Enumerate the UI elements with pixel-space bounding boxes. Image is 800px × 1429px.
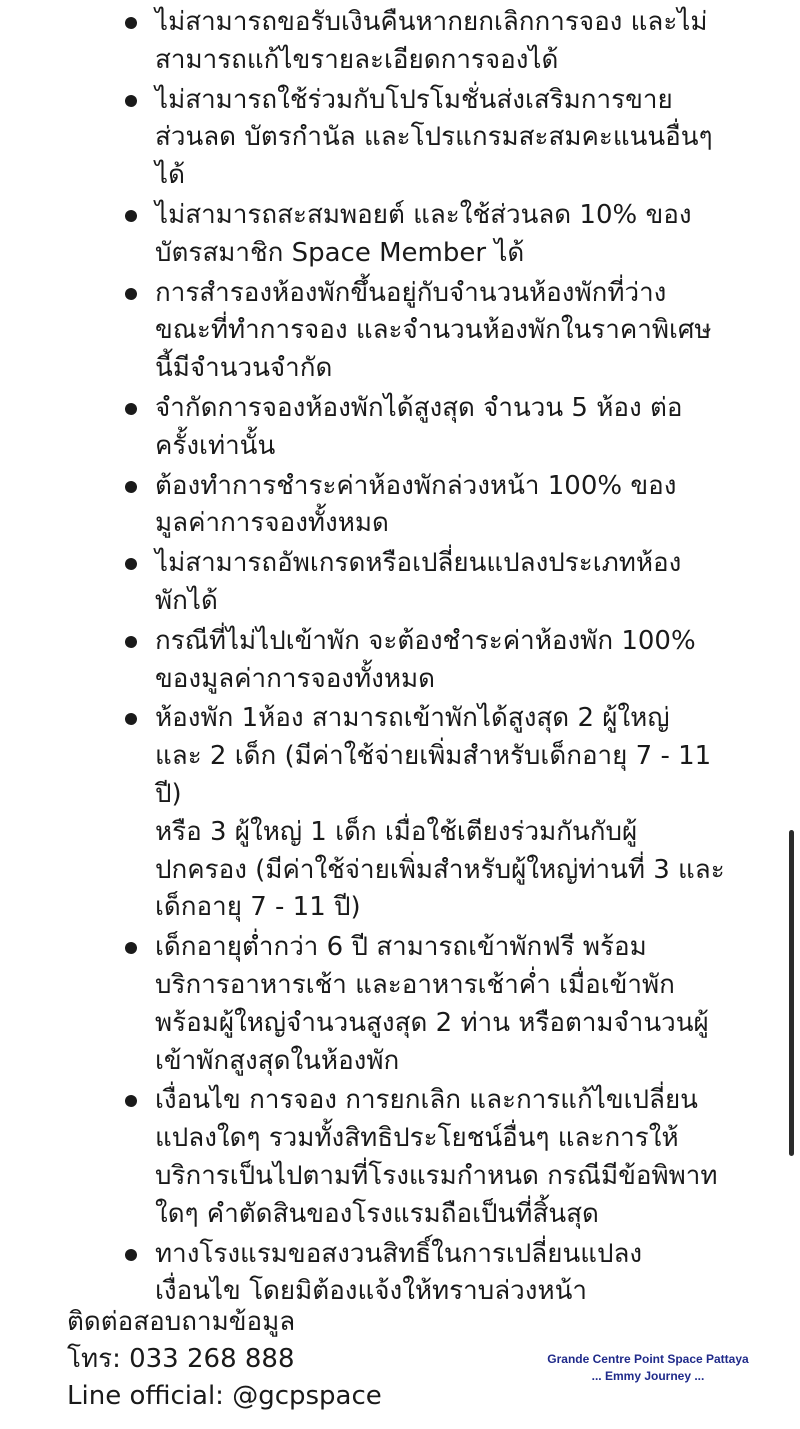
term-text-line: เข้าพักสูงสุดในห้องพัก: [155, 1045, 400, 1076]
contact-phone[interactable]: โทร: 033 268 888: [67, 1344, 295, 1374]
term-list-item: [0, 468, 800, 544]
term-text-line: ส่วนลด บัตรกำนัล และโปรแกรมสะสมคะแนนอื่นๆ: [155, 122, 713, 153]
terms-list: [0, 4, 800, 1313]
term-text-line: ไม่สามารถใช้ร่วมกับโปรโมชั่นส่งเสริมการขาย: [155, 84, 673, 115]
term-text-line: บริการเป็นไปตามที่โรงแรมกำหนด กรณีมีข้อพิพาท: [155, 1160, 718, 1191]
term-text-line: บริการอาหารเช้า และอาหารเช้าค่ำ เมื่อเข้าพัก: [155, 969, 675, 1000]
term-text-line: ต้องทำการชำระค่าห้องพักล่วงหน้า 100% ของ: [155, 470, 677, 501]
term-text-line: จำกัดการจองห้องพักได้สูงสุด จำนวน 5 ห้อง ต่อ: [155, 392, 683, 423]
bullet-dot-icon: [125, 942, 137, 954]
term-text-line: ห้องพัก 1ห้อง สามารถเข้าพักได้สูงสุด 2 ผู้ใหญ่: [155, 703, 670, 734]
term-list-item: [0, 1082, 800, 1233]
term-list-item: [0, 390, 800, 466]
term-text-line: ขณะที่ทำการจอง และจำนวนห้องพักในราคาพิเศษ: [155, 315, 712, 346]
term-text-line: แปลงใดๆ รวมทั้งสิทธิประโยชน์อื่นๆ และการให้: [155, 1123, 679, 1154]
bullet-dot-icon: [125, 210, 137, 222]
term-text-line: ไม่สามารถขอรับเงินคืนหากยกเลิกการจอง และไม่: [155, 7, 708, 37]
bullet-dot-icon: [125, 288, 137, 300]
term-list-item: [0, 1236, 800, 1312]
term-text-line: ของมูลค่าการจองทั้งหมด: [155, 663, 435, 694]
term-text-line: เงื่อนไข โดยมิต้องแจ้งให้ทราบล่วงหน้า: [155, 1276, 587, 1307]
term-text-line: สามารถแก้ไขรายละเอียดการจองได้: [155, 44, 559, 75]
bullet-dot-icon: [125, 403, 137, 415]
term-text-line: และ 2 เด็ก (มีค่าใช้จ่ายเพิ่มสำหรับเด็กอายุ 7 - 11: [155, 741, 712, 772]
term-list-item: [0, 82, 800, 195]
contact-heading: ติดต่อสอบถามข้อมูล: [67, 1307, 296, 1337]
term-text-line: ใดๆ คำตัดสินของโรงแรมถือเป็นที่สิ้นสุด: [155, 1198, 599, 1229]
term-list-item: [0, 275, 800, 388]
bullet-dot-icon: [125, 481, 137, 493]
term-text-line: นี้มีจำนวนจำกัด: [155, 353, 333, 384]
term-text-line: ปี): [155, 778, 182, 809]
term-text-line: เด็กอายุ 7 - 11 ปี): [155, 892, 361, 923]
term-text-line: เด็กอายุต่ำกว่า 6 ปี สามารถเข้าพักฟรี พร้อม: [155, 932, 647, 963]
scrollbar[interactable]: [789, 830, 794, 1156]
bullet-dot-icon: [125, 1249, 137, 1261]
bullet-dot-icon: [125, 17, 137, 29]
watermark: [490, 1351, 800, 1385]
bullet-dot-icon: [125, 636, 137, 648]
bullet-dot-icon: [125, 713, 137, 725]
term-text-line: ครั้งเท่านั้น: [155, 430, 276, 461]
term-list-item: [0, 197, 800, 273]
contact-section: [67, 1304, 382, 1415]
term-list-item: [0, 545, 800, 621]
term-text-line: บัตรสมาชิก Space Member ได้: [155, 237, 525, 268]
term-text-line: ไม่สามารถสะสมพอยต์ และใช้ส่วนลด 10% ของ: [155, 199, 692, 230]
term-text-line: หรือ 3 ผู้ใหญ่ 1 เด็ก เมื่อใช้เตียงร่วมกันกับผู้: [155, 816, 638, 847]
bullet-dot-icon: [125, 95, 137, 107]
bullet-dot-icon: [125, 1095, 137, 1107]
term-list-item: [0, 929, 800, 1080]
term-text-line: ปกครอง (มีค่าใช้จ่ายเพิ่มสำหรับผู้ใหญ่ท่านที่ 3 และ: [155, 854, 725, 885]
watermark-hotel-name: Grande Centre Point Space Pattaya: [547, 1352, 749, 1366]
watermark-author: ... Emmy Journey ...: [591, 1369, 705, 1383]
term-list-item: [0, 4, 800, 80]
term-text-line: เงื่อนไข การจอง การยกเลิก และการแก้ไขเปลี่ยน: [155, 1085, 698, 1116]
term-text-line: พร้อมผู้ใหญ่จำนวนสูงสุด 2 ท่าน หรือตามจำนวนผู้: [155, 1007, 709, 1038]
term-text-line: ทางโรงแรมขอสงวนสิทธิ์ในการเปลี่ยนแปลง: [155, 1238, 643, 1269]
term-text-line: กรณีที่ไม่ไปเข้าพัก จะต้องชำระค่าห้องพัก 100%: [155, 625, 696, 656]
term-list-item: [0, 623, 800, 699]
term-text-line: ไม่สามารถอัพเกรดหรือเปลี่ยนแปลงประเภทห้อง: [155, 548, 682, 579]
contact-line-official[interactable]: Line official: @gcpspace: [67, 1381, 382, 1411]
bullet-dot-icon: [125, 558, 137, 570]
term-text-line: ได้: [155, 160, 185, 191]
term-list-item: [0, 700, 800, 927]
term-text-line: พักได้: [155, 585, 218, 616]
term-text-line: การสำรองห้องพักขึ้นอยู่กับจำนวนห้องพักที่ว่าง: [155, 277, 667, 308]
term-text-line: มูลค่าการจองทั้งหมด: [155, 508, 389, 539]
